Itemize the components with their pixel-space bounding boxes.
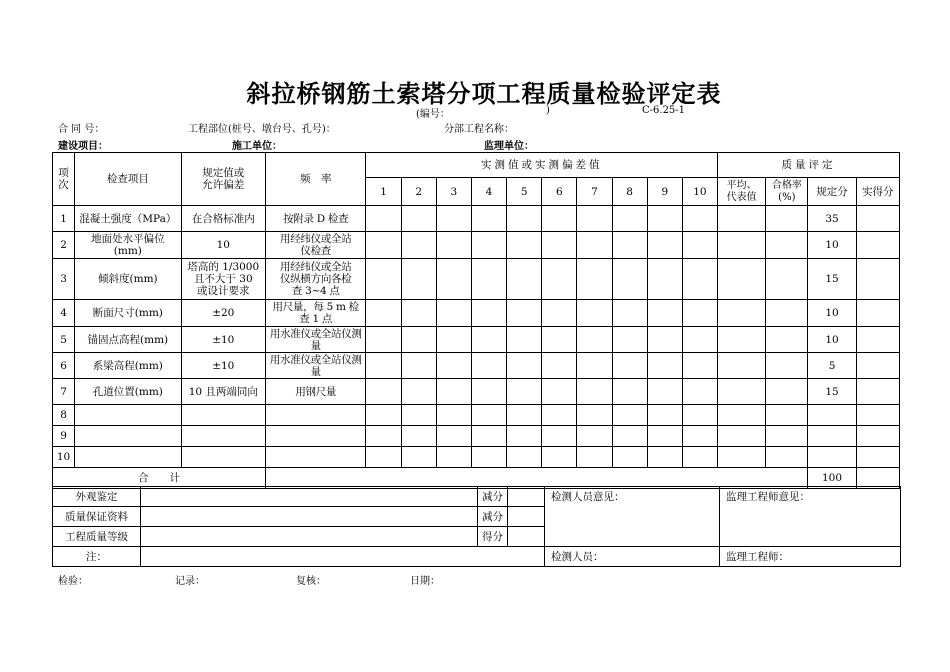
col-pass-rate-header: 合格率 (%) bbox=[766, 178, 808, 206]
measured-value-cell[interactable] bbox=[436, 259, 471, 300]
measured-value-cell[interactable] bbox=[542, 327, 577, 353]
pass-rate-cell[interactable] bbox=[766, 426, 808, 447]
specified-score-cell: 15 bbox=[808, 259, 856, 300]
measured-value-cell[interactable] bbox=[507, 232, 542, 259]
engineer-opinion[interactable]: 监理工程师意见： bbox=[720, 487, 901, 547]
measured-value-cell[interactable] bbox=[471, 206, 506, 232]
total-label: 合 计 bbox=[53, 468, 266, 489]
measured-value-cell[interactable] bbox=[436, 405, 471, 426]
measured-value-cell[interactable] bbox=[507, 300, 542, 327]
row-item: 倾斜度(mm) bbox=[75, 259, 182, 300]
measured-value-cell[interactable] bbox=[612, 300, 647, 327]
row-spec bbox=[181, 447, 265, 468]
page-title: 斜拉桥钢筋土索塔分项工程质量检验评定表 bbox=[246, 79, 722, 108]
average-value-cell[interactable] bbox=[718, 353, 766, 379]
quality-docs-value[interactable] bbox=[141, 507, 478, 527]
measured-value-cell[interactable] bbox=[366, 405, 401, 426]
actual-score-cell[interactable] bbox=[856, 447, 899, 468]
measured-value-cell[interactable] bbox=[577, 447, 612, 468]
average-value-cell[interactable] bbox=[718, 426, 766, 447]
measured-value-cell[interactable] bbox=[612, 259, 647, 300]
measured-value-cell[interactable] bbox=[682, 327, 717, 353]
measured-value-cell[interactable] bbox=[682, 426, 717, 447]
measure-col-7: 7 bbox=[577, 178, 612, 206]
row-index: 5 bbox=[53, 327, 75, 353]
measured-value-cell[interactable] bbox=[682, 206, 717, 232]
measured-value-cell[interactable] bbox=[542, 300, 577, 327]
specified-score-cell: 10 bbox=[808, 232, 856, 259]
table-row bbox=[53, 300, 900, 327]
table-row bbox=[53, 405, 900, 426]
header-row-1 bbox=[53, 153, 900, 178]
measured-value-cell[interactable] bbox=[366, 206, 401, 232]
measured-value-cell[interactable] bbox=[612, 232, 647, 259]
measured-values-header: 实测值或实测偏差值 bbox=[366, 153, 718, 178]
measured-value-cell[interactable] bbox=[612, 206, 647, 232]
measured-value-cell[interactable] bbox=[507, 327, 542, 353]
measure-col-3: 3 bbox=[436, 178, 471, 206]
record-signature-label: 记录： bbox=[175, 576, 205, 587]
measured-value-cell[interactable] bbox=[647, 232, 682, 259]
specified-score-cell bbox=[808, 405, 856, 426]
actual-score-cell[interactable] bbox=[856, 405, 899, 426]
row-index: 9 bbox=[53, 426, 75, 447]
specified-score-cell: 5 bbox=[808, 353, 856, 379]
measured-value-cell[interactable] bbox=[471, 300, 506, 327]
measured-value-cell[interactable] bbox=[612, 327, 647, 353]
form-number-close: ) bbox=[546, 105, 550, 116]
table-row bbox=[53, 426, 900, 447]
row-frequency bbox=[265, 405, 365, 426]
specified-score-cell bbox=[808, 426, 856, 447]
quality-grade-label: 工程质量等级 bbox=[53, 527, 141, 547]
measured-value-cell[interactable] bbox=[542, 206, 577, 232]
average-value-cell[interactable] bbox=[718, 447, 766, 468]
measured-value-cell[interactable] bbox=[436, 206, 471, 232]
row-item: 孔道位置(mm) bbox=[75, 379, 182, 405]
deduct-label-2: 减分 bbox=[478, 507, 508, 527]
inspection-table bbox=[52, 152, 900, 489]
measured-value-cell[interactable] bbox=[401, 379, 436, 405]
measure-col-10: 10 bbox=[682, 178, 717, 206]
measured-value-cell[interactable] bbox=[436, 300, 471, 327]
measured-value-cell[interactable] bbox=[647, 327, 682, 353]
row-item: 锚固点高程(mm) bbox=[75, 327, 182, 353]
measured-value-cell[interactable] bbox=[577, 232, 612, 259]
measured-value-cell[interactable] bbox=[682, 353, 717, 379]
actual-score-cell[interactable] bbox=[856, 353, 899, 379]
note-value[interactable] bbox=[141, 547, 545, 567]
measured-value-cell[interactable] bbox=[436, 447, 471, 468]
table-row bbox=[53, 259, 900, 300]
measured-value-cell[interactable] bbox=[542, 259, 577, 300]
pass-rate-cell[interactable] bbox=[766, 206, 808, 232]
pass-rate-cell[interactable] bbox=[766, 405, 808, 426]
note-label: 注： bbox=[53, 547, 141, 567]
actual-score-cell[interactable] bbox=[856, 300, 899, 327]
deduct-label-1: 减分 bbox=[478, 487, 508, 507]
review-signature-label: 复核： bbox=[296, 576, 326, 587]
inspector-signature[interactable]: 检测人员： bbox=[545, 547, 720, 567]
row-frequency: 用经纬仪或全站 仪检查 bbox=[265, 232, 365, 259]
measured-value-cell[interactable] bbox=[647, 405, 682, 426]
total-score: 100 bbox=[808, 468, 856, 489]
row-spec: 10 bbox=[181, 232, 265, 259]
measured-value-cell[interactable] bbox=[436, 353, 471, 379]
row-spec: 10 且两端同向 bbox=[181, 379, 265, 405]
row-item: 混凝土强度（MPa） bbox=[75, 206, 182, 232]
measured-value-cell[interactable] bbox=[612, 426, 647, 447]
specified-score-cell bbox=[808, 447, 856, 468]
measured-value-cell[interactable] bbox=[401, 426, 436, 447]
row-item: 地面处水平偏位 (mm) bbox=[75, 232, 182, 259]
col-item-header: 检查项目 bbox=[75, 153, 182, 206]
quality-evaluation-header: 质量评定 bbox=[718, 153, 900, 178]
actual-score-cell[interactable] bbox=[856, 259, 899, 300]
measured-value-cell[interactable] bbox=[507, 426, 542, 447]
measure-col-4: 4 bbox=[471, 178, 506, 206]
average-value-cell[interactable] bbox=[718, 300, 766, 327]
pass-rate-cell[interactable] bbox=[766, 447, 808, 468]
measured-value-cell[interactable] bbox=[436, 232, 471, 259]
measured-value-cell[interactable] bbox=[542, 405, 577, 426]
measured-value-cell[interactable] bbox=[401, 327, 436, 353]
specified-score-cell: 15 bbox=[808, 379, 856, 405]
row-index: 7 bbox=[53, 379, 75, 405]
measured-value-cell[interactable] bbox=[366, 447, 401, 468]
measured-value-cell[interactable] bbox=[577, 327, 612, 353]
measured-value-cell[interactable] bbox=[471, 232, 506, 259]
sub-project-label: 分部工程名称： bbox=[444, 124, 514, 135]
row-frequency: 用钢尺量 bbox=[265, 379, 365, 405]
engineer-signature[interactable]: 监理工程师： bbox=[720, 547, 901, 567]
specified-score-cell: 35 bbox=[808, 206, 856, 232]
deduct-value-1[interactable] bbox=[508, 487, 545, 507]
row-item bbox=[75, 426, 182, 447]
inspector-opinion[interactable]: 检测人员意见： bbox=[545, 487, 720, 547]
average-value-cell[interactable] bbox=[718, 232, 766, 259]
measure-col-8: 8 bbox=[612, 178, 647, 206]
pass-rate-cell[interactable] bbox=[766, 379, 808, 405]
row-item: 系梁高程(mm) bbox=[75, 353, 182, 379]
row-spec: ±20 bbox=[181, 300, 265, 327]
measured-value-cell[interactable] bbox=[612, 379, 647, 405]
inspection-signature-label: 检验： bbox=[58, 576, 88, 587]
measured-value-cell[interactable] bbox=[401, 447, 436, 468]
row-item bbox=[75, 447, 182, 468]
actual-score-cell[interactable] bbox=[856, 327, 899, 353]
col-score-header: 规定分 bbox=[808, 178, 856, 206]
measured-value-cell[interactable] bbox=[647, 447, 682, 468]
average-value-cell[interactable] bbox=[718, 379, 766, 405]
actual-score-cell[interactable] bbox=[856, 379, 899, 405]
measured-value-cell[interactable] bbox=[612, 405, 647, 426]
measured-value-cell[interactable] bbox=[401, 259, 436, 300]
measured-value-cell[interactable] bbox=[682, 259, 717, 300]
construction-project-label: 建设项目： bbox=[58, 141, 108, 152]
specified-score-cell: 10 bbox=[808, 300, 856, 327]
row-item: 断面尺寸(mm) bbox=[75, 300, 182, 327]
evaluation-footer-table bbox=[52, 486, 901, 567]
row-index: 3 bbox=[53, 259, 75, 300]
deduct-value-2[interactable] bbox=[508, 507, 545, 527]
row-frequency: 用水准仪或全站仪测量 bbox=[265, 353, 365, 379]
specified-score-cell: 10 bbox=[808, 327, 856, 353]
measured-value-cell[interactable] bbox=[471, 379, 506, 405]
average-value-cell[interactable] bbox=[718, 259, 766, 300]
appearance-label: 外观鉴定 bbox=[53, 487, 141, 507]
table-row bbox=[53, 206, 900, 232]
row-spec: 在合格标准内 bbox=[181, 206, 265, 232]
row-frequency bbox=[265, 426, 365, 447]
table-row bbox=[53, 232, 900, 259]
table-row bbox=[53, 353, 900, 379]
measured-value-cell[interactable] bbox=[507, 259, 542, 300]
measured-value-cell[interactable] bbox=[401, 405, 436, 426]
row-index: 6 bbox=[53, 353, 75, 379]
pass-rate-cell[interactable] bbox=[766, 353, 808, 379]
quality-docs-label: 质量保证资料 bbox=[53, 507, 141, 527]
measured-value-cell[interactable] bbox=[401, 232, 436, 259]
measure-col-5: 5 bbox=[507, 178, 542, 206]
row-spec bbox=[181, 426, 265, 447]
row-index: 8 bbox=[53, 405, 75, 426]
measured-value-cell[interactable] bbox=[682, 379, 717, 405]
form-code: C-6.25-1 bbox=[642, 105, 686, 116]
contract-number-label: 合 同 号： bbox=[58, 124, 105, 135]
measured-value-cell[interactable] bbox=[647, 426, 682, 447]
pass-rate-cell[interactable] bbox=[766, 259, 808, 300]
col-spec-header: 规定值或 允许偏差 bbox=[181, 153, 265, 206]
measured-value-cell[interactable] bbox=[612, 447, 647, 468]
col-frequency-header: 频 率 bbox=[265, 153, 365, 206]
measured-value-cell[interactable] bbox=[682, 300, 717, 327]
location-label: 工程部位(桩号、墩台号、孔号)： bbox=[188, 124, 336, 135]
measured-value-cell[interactable] bbox=[647, 206, 682, 232]
measured-value-cell[interactable] bbox=[612, 353, 647, 379]
measured-value-cell[interactable] bbox=[507, 405, 542, 426]
average-value-cell[interactable] bbox=[718, 206, 766, 232]
col-average-header: 平均、 代表值 bbox=[718, 178, 766, 206]
measured-value-cell[interactable] bbox=[682, 232, 717, 259]
average-value-cell[interactable] bbox=[718, 405, 766, 426]
measured-value-cell[interactable] bbox=[542, 426, 577, 447]
table-row bbox=[53, 327, 900, 353]
measured-value-cell[interactable] bbox=[577, 405, 612, 426]
table-row bbox=[53, 379, 900, 405]
measured-value-cell[interactable] bbox=[436, 327, 471, 353]
date-label: 日期： bbox=[410, 576, 440, 587]
actual-score-cell[interactable] bbox=[856, 206, 899, 232]
measured-value-cell[interactable] bbox=[507, 379, 542, 405]
row-spec bbox=[181, 405, 265, 426]
contractor-label: 施工单位： bbox=[232, 141, 282, 152]
row-spec: ±10 bbox=[181, 327, 265, 353]
measured-value-cell[interactable] bbox=[471, 327, 506, 353]
measured-value-cell[interactable] bbox=[577, 259, 612, 300]
row-index: 1 bbox=[53, 206, 75, 232]
measured-value-cell[interactable] bbox=[471, 259, 506, 300]
row-index: 2 bbox=[53, 232, 75, 259]
measured-value-cell[interactable] bbox=[647, 379, 682, 405]
measured-value-cell[interactable] bbox=[647, 259, 682, 300]
measured-value-cell[interactable] bbox=[471, 353, 506, 379]
measured-value-cell[interactable] bbox=[366, 327, 401, 353]
measured-value-cell[interactable] bbox=[366, 353, 401, 379]
measure-col-1: 1 bbox=[366, 178, 401, 206]
measure-col-6: 6 bbox=[542, 178, 577, 206]
measured-value-cell[interactable] bbox=[471, 447, 506, 468]
row-index: 4 bbox=[53, 300, 75, 327]
appearance-value[interactable] bbox=[141, 487, 478, 507]
measured-value-cell[interactable] bbox=[577, 379, 612, 405]
measured-value-cell[interactable] bbox=[436, 426, 471, 447]
measured-value-cell[interactable] bbox=[682, 447, 717, 468]
actual-score-cell[interactable] bbox=[856, 232, 899, 259]
measured-value-cell[interactable] bbox=[682, 405, 717, 426]
measured-value-cell[interactable] bbox=[647, 300, 682, 327]
score-label: 得分 bbox=[478, 527, 508, 547]
table-row bbox=[53, 447, 900, 468]
measured-value-cell[interactable] bbox=[471, 426, 506, 447]
measured-value-cell[interactable] bbox=[542, 353, 577, 379]
average-value-cell[interactable] bbox=[718, 327, 766, 353]
measured-value-cell[interactable] bbox=[366, 426, 401, 447]
supervisor-label: 监理单位： bbox=[484, 141, 534, 152]
row-frequency bbox=[265, 447, 365, 468]
col-index-header: 项 次 bbox=[53, 153, 75, 206]
quality-grade-value[interactable] bbox=[141, 527, 478, 547]
col-actual-score-header: 实得分 bbox=[856, 178, 899, 206]
measured-value-cell[interactable] bbox=[542, 379, 577, 405]
measured-value-cell[interactable] bbox=[647, 353, 682, 379]
measured-value-cell[interactable] bbox=[507, 206, 542, 232]
measured-value-cell[interactable] bbox=[366, 300, 401, 327]
measured-value-cell[interactable] bbox=[577, 426, 612, 447]
actual-score-cell[interactable] bbox=[856, 426, 899, 447]
score-value[interactable] bbox=[508, 527, 545, 547]
row-spec: ±10 bbox=[181, 353, 265, 379]
measured-value-cell[interactable] bbox=[507, 353, 542, 379]
row-frequency: 用尺量，每 5 m 检 查 1 点 bbox=[265, 300, 365, 327]
measured-value-cell[interactable] bbox=[401, 300, 436, 327]
measured-value-cell[interactable] bbox=[542, 232, 577, 259]
measured-value-cell[interactable] bbox=[401, 206, 436, 232]
row-frequency: 用经纬仪或全站 仪纵横方向各检 查 3~4 点 bbox=[265, 259, 365, 300]
measured-value-cell[interactable] bbox=[507, 447, 542, 468]
pass-rate-cell[interactable] bbox=[766, 232, 808, 259]
measured-value-cell[interactable] bbox=[577, 300, 612, 327]
row-item bbox=[75, 405, 182, 426]
measure-col-9: 9 bbox=[647, 178, 682, 206]
measured-value-cell[interactable] bbox=[401, 353, 436, 379]
row-index: 10 bbox=[53, 447, 75, 468]
measured-value-cell[interactable] bbox=[471, 405, 506, 426]
measured-value-cell[interactable] bbox=[366, 232, 401, 259]
measured-value-cell[interactable] bbox=[577, 206, 612, 232]
measure-col-2: 2 bbox=[401, 178, 436, 206]
form-number-label: (编号： bbox=[416, 109, 450, 120]
row-frequency: 按附录 D 检查 bbox=[265, 206, 365, 232]
pass-rate-cell[interactable] bbox=[766, 300, 808, 327]
measured-value-cell[interactable] bbox=[366, 379, 401, 405]
row-spec: 塔高的 1/3000 且不大于 30 或设计要求 bbox=[181, 259, 265, 300]
measured-value-cell[interactable] bbox=[577, 353, 612, 379]
pass-rate-cell[interactable] bbox=[766, 327, 808, 353]
row-frequency: 用水准仪或全站仪测量 bbox=[265, 327, 365, 353]
measured-value-cell[interactable] bbox=[436, 379, 471, 405]
measured-value-cell[interactable] bbox=[366, 259, 401, 300]
measured-value-cell[interactable] bbox=[542, 447, 577, 468]
